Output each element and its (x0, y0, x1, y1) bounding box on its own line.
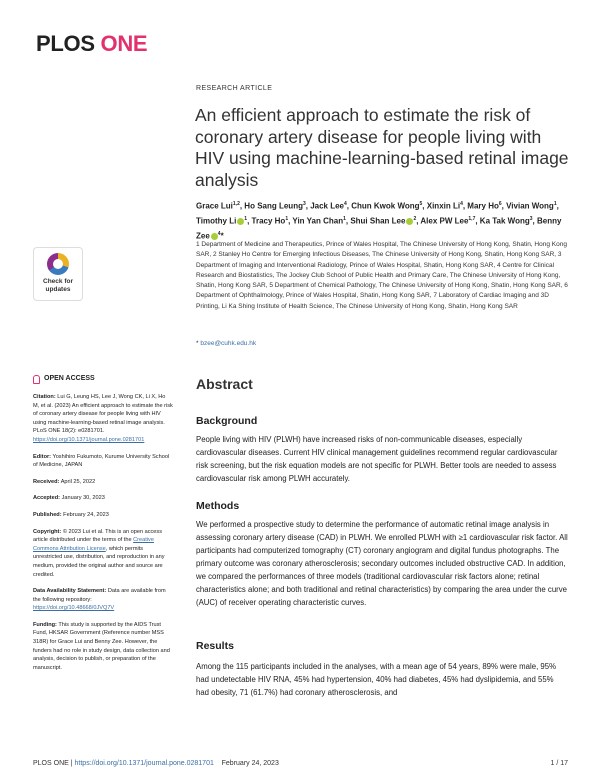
copyright (33, 528, 173, 580)
citation (33, 393, 173, 445)
published-label: Published: (33, 511, 62, 518)
journal-logo (36, 31, 147, 57)
page-number: 1 / 17 (550, 760, 568, 767)
open-access-label: OPEN ACCESS (44, 375, 95, 383)
data-availability-text: Data are available from the following repository: (33, 588, 166, 603)
funding-text: This study is supported by the AIDS Trust Fund, HKSAR Government (Reference number MSS 318R) for Grace Lui and Benny Zee. However, the funders had no role in study design, data collection and analysis, decision to publish, or preparation of the manuscript. (33, 621, 170, 671)
crossmark-icon (47, 253, 69, 275)
funding (33, 621, 173, 673)
email-marker: * (196, 340, 201, 347)
copyright-label: Copyright: (33, 528, 62, 535)
open-access-badge (33, 375, 173, 384)
funding-label: Funding: (33, 621, 57, 628)
citation-text: Lui G, Leung HS, Lee J, Wong CK, Li X, Ho M, et al. (2023) An efficient approach to estimate the risk of coronary artery disease for people living with HIV using machine-learning-based retinal image analysis. PLoS ONE 18(2): e0281701. (33, 394, 173, 435)
background-heading: Background (196, 415, 258, 427)
methods-text: We performed a prospective study to determine the performance of automatic retinal image analysis in assessing coronary artery disease (CAD) in PLWH. We enrolled PLWH with ≥1 cardiovascular risk factor. All participants had computerized tomography (CT) coronary angiogram and digital fundus photographs. The primary outcome was coronary atherosclerosis; secondary outcomes included obstructive CAD. In addition, we compared the performances of three models (traditional cardiovascular risk factors alone; retinal characteristics alone; and both traditional and retinal characteristics) by comparing the area under the curve (AUC) of receiver operating characteristic curves. (196, 520, 568, 607)
page-footer (33, 760, 568, 767)
data-repository-link[interactable]: https://doi.org/10.48668/0JVQ7V (33, 605, 115, 612)
author-list: Grace Lui$^{1,2}$, Ho Sang Leung$^3$, Jack Lee$^4$, Chun Kwok Wong$^5$, Xinxin Li$^4$, Mary Ho$^6$, Vivian Wong$^1$, Timothy Li $^1$, Tracy Ho$^1$, Yin Yan Chan$^1$, Shui Shan Lee $^2$, Alex PW Lee$^{1,7}$, Ka Tak Wong$^3$, Benny Zee $^4$* (196, 201, 562, 241)
article-sidebar (33, 375, 173, 680)
footer-doi-link[interactable]: https://doi.org/10.1371/journal.pone.0281701 (74, 760, 214, 767)
published-date: February 24, 2023 (63, 511, 109, 518)
received-date: April 25, 2022 (60, 478, 96, 485)
methods-heading: Methods (196, 500, 240, 512)
copyright-text-tail: , which permits unrestricted use, distribution, and reproduction in any medium, provided the original author and source are credited. (33, 545, 165, 578)
license-link[interactable]: Creative Commons Attribution License (33, 537, 154, 552)
footer-citation (33, 760, 279, 767)
citation-label: Citation: (33, 394, 56, 400)
results-text: Among the 115 participants included in the analyses, with a mean age of 54 years, 89% were male, 95% had undetectable HIV RNA, 45% had hypertension, 40% had diabetes, 45% had dyslipidemia, and 55% had obesity, 71 (61.7%) had coronary atherosclerosis, and (196, 662, 557, 697)
accepted-date: January 30, 2023 (61, 495, 105, 502)
check-updates-label: Check for updates (43, 278, 73, 293)
editor (33, 453, 173, 470)
editor-label: Editor: (33, 453, 52, 460)
article-type: RESEARCH ARTICLE (196, 85, 273, 92)
article-title: An efficient approach to estimate the risk of coronary artery disease for people living with HIV using machine-learning-based retinal image analysis (195, 105, 569, 190)
editor-text: Yoshihiro Fukumoto, Kurume University School of Medicine, JAPAN (33, 453, 170, 469)
results-heading: Results (196, 640, 234, 652)
abstract-heading: Abstract (196, 376, 253, 392)
email-link[interactable]: bzee@cuhk.edu.hk (200, 340, 257, 347)
check-for-updates-button[interactable] (33, 247, 83, 301)
logo-one: ONE (100, 31, 148, 56)
data-availability (33, 587, 173, 613)
received (33, 478, 173, 487)
citation-doi-link[interactable]: https://doi.org/10.1371/journal.pone.0281701 (33, 436, 145, 443)
footer-separator: | (68, 760, 75, 767)
published (33, 511, 173, 520)
accepted-label: Accepted: (33, 495, 61, 502)
open-lock-icon (33, 375, 40, 384)
footer-date: February 24, 2023 (221, 760, 279, 767)
corresponding-email (196, 340, 256, 347)
affiliations: 1 Department of Medicine and Therapeutics, Prince of Wales Hospital, The Chinese University of Hong Kong, Shatin, Hong Kong SAR, 2 Stanley Ho Centre for Emerging Infectious Diseases, The Chinese University of Hong Kong, Shatin, Hong Kong SAR, 3 Department of Imaging and Interventional Radiology, Prince of Wales Hospital, Shatin, Hong Kong SAR, 4 Centre for Clinical Research and Biostatistics, The Jockey Club School of Public Health and Primary Care, The Chinese University of Hong Kong, Shatin, Hong Kong SAR, 5 Department of Chemical Pathology, The Chinese University of Hong Kong, Shatin, Hong Kong SAR, 6 Department of Ophthalmology, Prince of Wales Hospital, Shatin, Hong Kong SAR, 7 Laboratory of Cardiac Imaging and 3D Printing, Li Ka Shing Institute of Health Science, The Chinese University of Hong Kong, Shatin, Hong Kong SAR (196, 241, 568, 310)
logo-plos: PLOS (36, 31, 95, 56)
footer-journal: PLOS ONE (33, 760, 69, 767)
copyright-text: © 2023 Lui et al. This is an open access article distributed under the terms of the (33, 528, 163, 544)
received-label: Received: (33, 478, 60, 485)
accepted (33, 494, 173, 503)
background-text: People living with HIV (PLWH) have increased risks of non-communicable diseases, especially cardiovascular diseases. Current HIV clinical management guidelines recommend regular cardiovascular risk screening, but the risk equation models are not specific for PLWH. Better tools are needed to assess cardiovascular risk among PLWH accurately. (196, 435, 558, 483)
data-availability-label: Data Availability Statement: (33, 588, 107, 595)
